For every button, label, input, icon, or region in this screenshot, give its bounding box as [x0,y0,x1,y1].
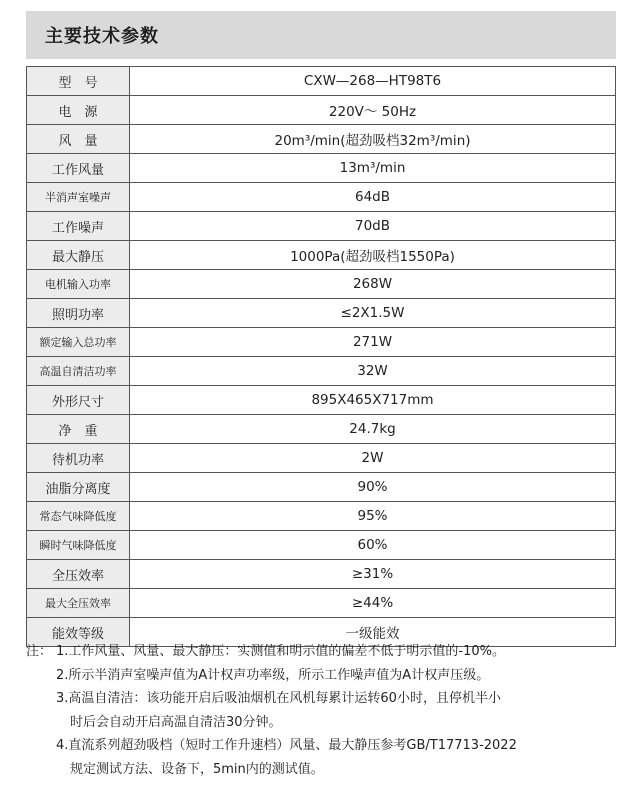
table-row [27,531,616,560]
table-row [27,560,616,589]
spec-value: 13m³/min [130,154,616,183]
note-text: 所示半消声室噪声值为A计权声功率级，所示工作噪声值为A计权声压级。 [68,667,490,683]
note-continuation [26,711,626,735]
spec-label: 净 重 [27,415,130,444]
spec-label: 能效等级 [27,618,130,647]
table-row [27,183,616,212]
spec-value: 271W [130,328,616,357]
spec-label: 最大全压效率 [27,589,130,618]
section-header [26,11,616,59]
spec-value: ≥31% [130,560,616,589]
table-row [27,212,616,241]
spec-value: ≤2X1.5W [130,299,616,328]
spec-value: ≥44% [130,589,616,618]
spec-label: 型 号 [27,67,130,96]
spec-value: 60% [130,531,616,560]
note-text: 规定测试方法、设备下，5min内的测试值。 [70,761,324,777]
note-number: 4. [56,738,69,753]
note-text: 高温自清洁：该功能开启后吸油烟机在风机每累计运转60小时，且停机半小 [68,691,501,706]
note-item [26,664,626,688]
spec-label: 常态气味降低度 [27,502,130,531]
spec-value: 一级能效 [130,618,616,647]
table-row [27,154,616,183]
spec-value: 95% [130,502,616,531]
spec-label: 待机功率 [27,444,130,473]
table-row [27,415,616,444]
spec-label: 瞬时气味降低度 [27,531,130,560]
spec-label: 高温自清洁功率 [27,357,130,386]
table-row [27,473,616,502]
note-item [26,687,626,711]
spec-value: 24.7kg [130,415,616,444]
table-row [27,386,616,415]
note-number: 3. [56,691,69,706]
spec-value: 1000Pa(超劲吸档1550Pa) [130,241,616,270]
spec-label: 风 量 [27,125,130,154]
table-row [27,241,616,270]
spec-value: 32W [130,357,616,386]
note-continuation [26,758,626,782]
table-row [27,270,616,299]
table-row [27,299,616,328]
table-row [27,357,616,386]
spec-table [26,66,616,647]
spec-label: 额定输入总功率 [27,328,130,357]
table-row [27,67,616,96]
spec-value: 90% [130,473,616,502]
spec-label: 油脂分离度 [27,473,130,502]
table-row [27,502,616,531]
spec-value: 20m³/min(超劲吸档32m³/min) [130,125,616,154]
table-row [27,328,616,357]
spec-label: 全压效率 [27,560,130,589]
table-row [27,125,616,154]
spec-value: 268W [130,270,616,299]
spec-label: 最大静压 [27,241,130,270]
note-item [26,734,626,758]
table-row [27,589,616,618]
table-row [27,96,616,125]
spec-value: 2W [130,444,616,473]
spec-label: 外形尺寸 [27,386,130,415]
note-number: 1. [56,644,69,659]
note-text: 工作风量、风量、最大静压：实测值和明示值的偏差不低于明示值的-10%。 [68,644,505,659]
spec-value: 70dB [130,212,616,241]
spec-value: 220V～ 50Hz [130,96,616,125]
spec-value: 895X465X717mm [130,386,616,415]
spec-label: 工作风量 [27,154,130,183]
spec-value: 64dB [130,183,616,212]
spec-label: 半消声室噪声 [27,183,130,212]
notes-prefix: 注： [26,644,53,659]
table-row [27,444,616,473]
note-number: 2. [56,667,69,683]
note-item [26,640,626,664]
spec-label: 电机输入功率 [27,270,130,299]
note-text: 直流系列超劲吸档（短时工作升速档）风量、最大静压参考GB/T17713-2022 [68,738,517,753]
note-text: 时后会自动开启高温自清洁30分钟。 [70,714,282,730]
section-title: 主要技术参数 [45,26,159,47]
spec-value: CXW—268—HT98T6 [130,67,616,96]
spec-label: 工作噪声 [27,212,130,241]
spec-label: 照明功率 [27,299,130,328]
spec-label: 电 源 [27,96,130,125]
notes-section [26,640,626,781]
